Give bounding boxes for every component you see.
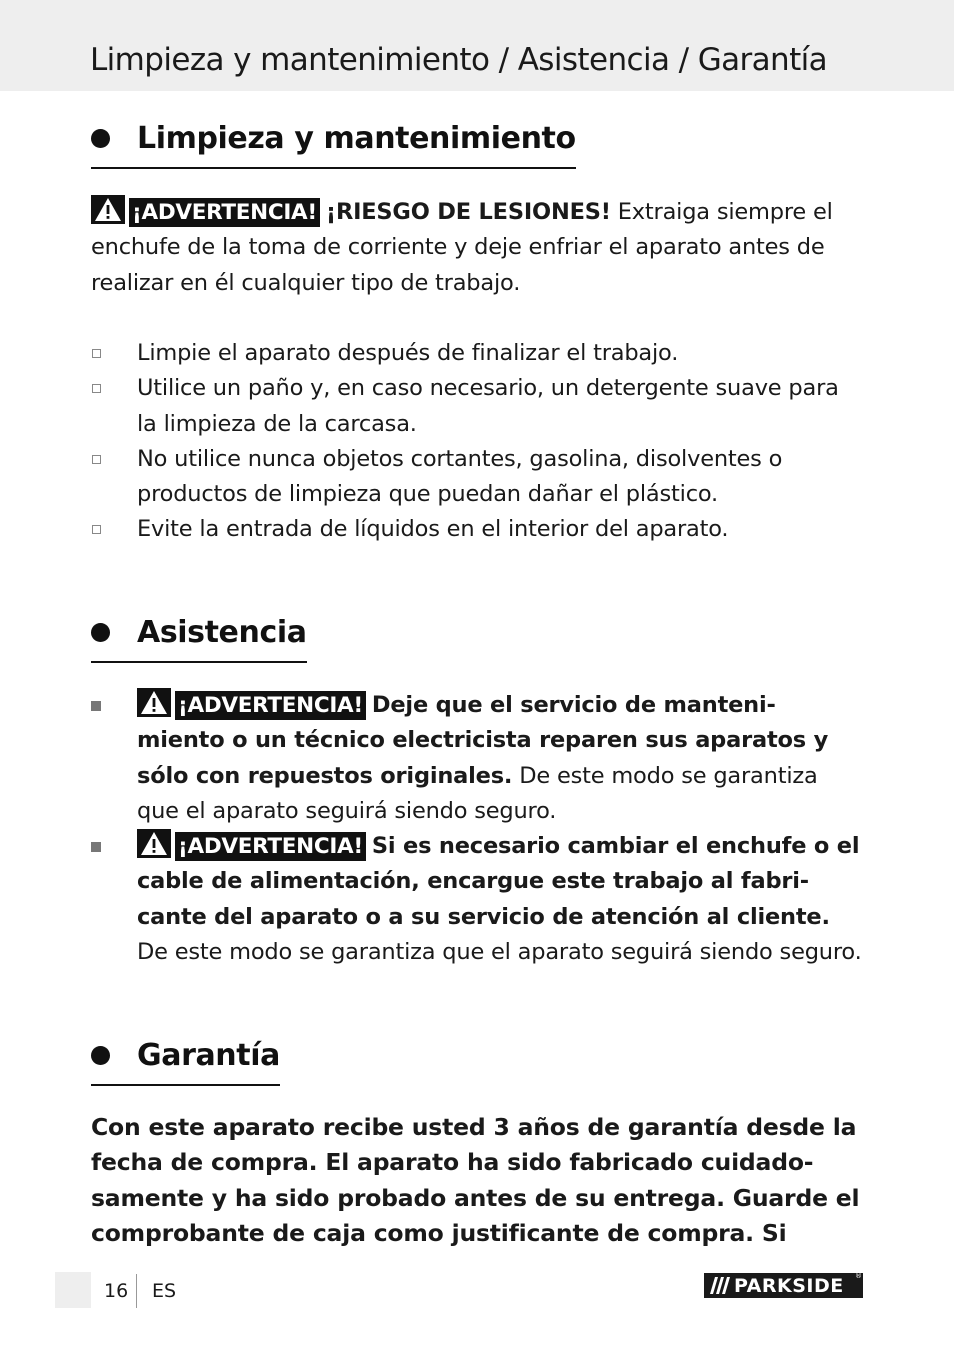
list-item-text: Utilice un paño y, en caso necesario, un detergente suave para la limpieza de la carcasa. — [137, 375, 839, 437]
service-list — [91, 688, 866, 970]
section-dot-icon — [91, 129, 110, 148]
list-item-text: Evite la entrada de líquidos en el interior del aparato. — [137, 516, 729, 543]
logo-stripes-icon — [704, 1273, 734, 1298]
square-bullet-icon — [91, 701, 101, 711]
checkbox-bullet-icon — [92, 384, 101, 393]
section-underline — [91, 661, 307, 663]
warning-bold-text: Deje que el servicio de manteni- miento o un técnico electricista reparen sus aparatos y sólo con repuestos originales. — [137, 692, 829, 789]
registered-mark: ® — [855, 1272, 862, 1280]
section-title: Limpieza y mantenimiento — [137, 120, 576, 156]
warning-bold-text: ¡RIESGO DE LESIONES! — [325, 199, 611, 225]
section-underline — [91, 1084, 280, 1086]
checkbox-bullet-icon — [92, 349, 101, 358]
footer-divider — [136, 1274, 137, 1308]
checkbox-bullet-icon — [92, 455, 101, 464]
cleaning-warning-paragraph — [91, 195, 866, 301]
list-item — [91, 829, 866, 970]
parkside-logo — [704, 1273, 863, 1298]
cleaning-list — [91, 336, 861, 548]
section-heading-warranty — [91, 1030, 280, 1080]
list-item-text: Limpie el aparato después de finalizar el trabajo. — [137, 340, 679, 366]
warning-text: De este modo se garantiza que el aparato seguirá siendo seguro. — [137, 939, 862, 966]
list-item — [91, 371, 861, 442]
section-title: Asistencia — [137, 614, 307, 650]
warning-triangle-icon — [137, 688, 171, 717]
square-bullet-icon — [91, 842, 101, 852]
page-number: 16 — [104, 1280, 129, 1302]
page-title: Limpieza y mantenimiento / Asistencia / Garantía — [90, 42, 828, 78]
section-dot-icon — [91, 1046, 110, 1065]
section-dot-icon — [91, 623, 110, 642]
warning-triangle-icon — [91, 195, 125, 224]
warning-label: ¡ADVERTENCIA! — [175, 832, 366, 861]
warning-label: ¡ADVERTENCIA! — [175, 691, 366, 720]
section-underline — [91, 167, 576, 169]
list-item — [91, 688, 866, 829]
list-item — [91, 336, 861, 371]
section-heading-cleaning — [91, 113, 576, 163]
warning-text: De este modo se garantiza que el aparato seguirá siendo seguro. — [137, 762, 818, 824]
checkbox-bullet-icon — [92, 525, 101, 534]
list-item — [91, 512, 861, 547]
warning-bold-text: Si es necesario cambiar el enchufe o el cable de alimentación, encargue este trabajo al fabri- cante del aparato o a su servicio de atención al cliente. — [137, 833, 860, 930]
warranty-paragraph: Con este aparato recibe usted 3 años de garantía desde la fecha de compra. El aparato ha sido fabricado cuidado- samente y ha sido probado antes de su entrega. Guarde el comprobante de caja como justificante de compra. Si — [91, 1113, 860, 1247]
warning-triangle-icon — [137, 829, 171, 858]
warning-label: ¡ADVERTENCIA! — [129, 198, 320, 227]
list-item — [91, 442, 861, 513]
warning-text: Extraiga siempre el enchufe de la toma de corriente y deje enfriar el aparato antes de realizar en él cualquier tipo de trabajo. — [91, 199, 833, 296]
section-heading-service — [91, 607, 307, 657]
logo-brand-text: PARKSIDE — [734, 1274, 844, 1297]
list-item-text: No utilice nunca objetos cortantes, gasolina, disolventes o productos de limpieza que puedan dañar el plástico. — [137, 445, 783, 508]
section-title: Garantía — [137, 1037, 280, 1073]
language-code: ES — [152, 1280, 177, 1302]
footer-tab — [55, 1272, 91, 1308]
